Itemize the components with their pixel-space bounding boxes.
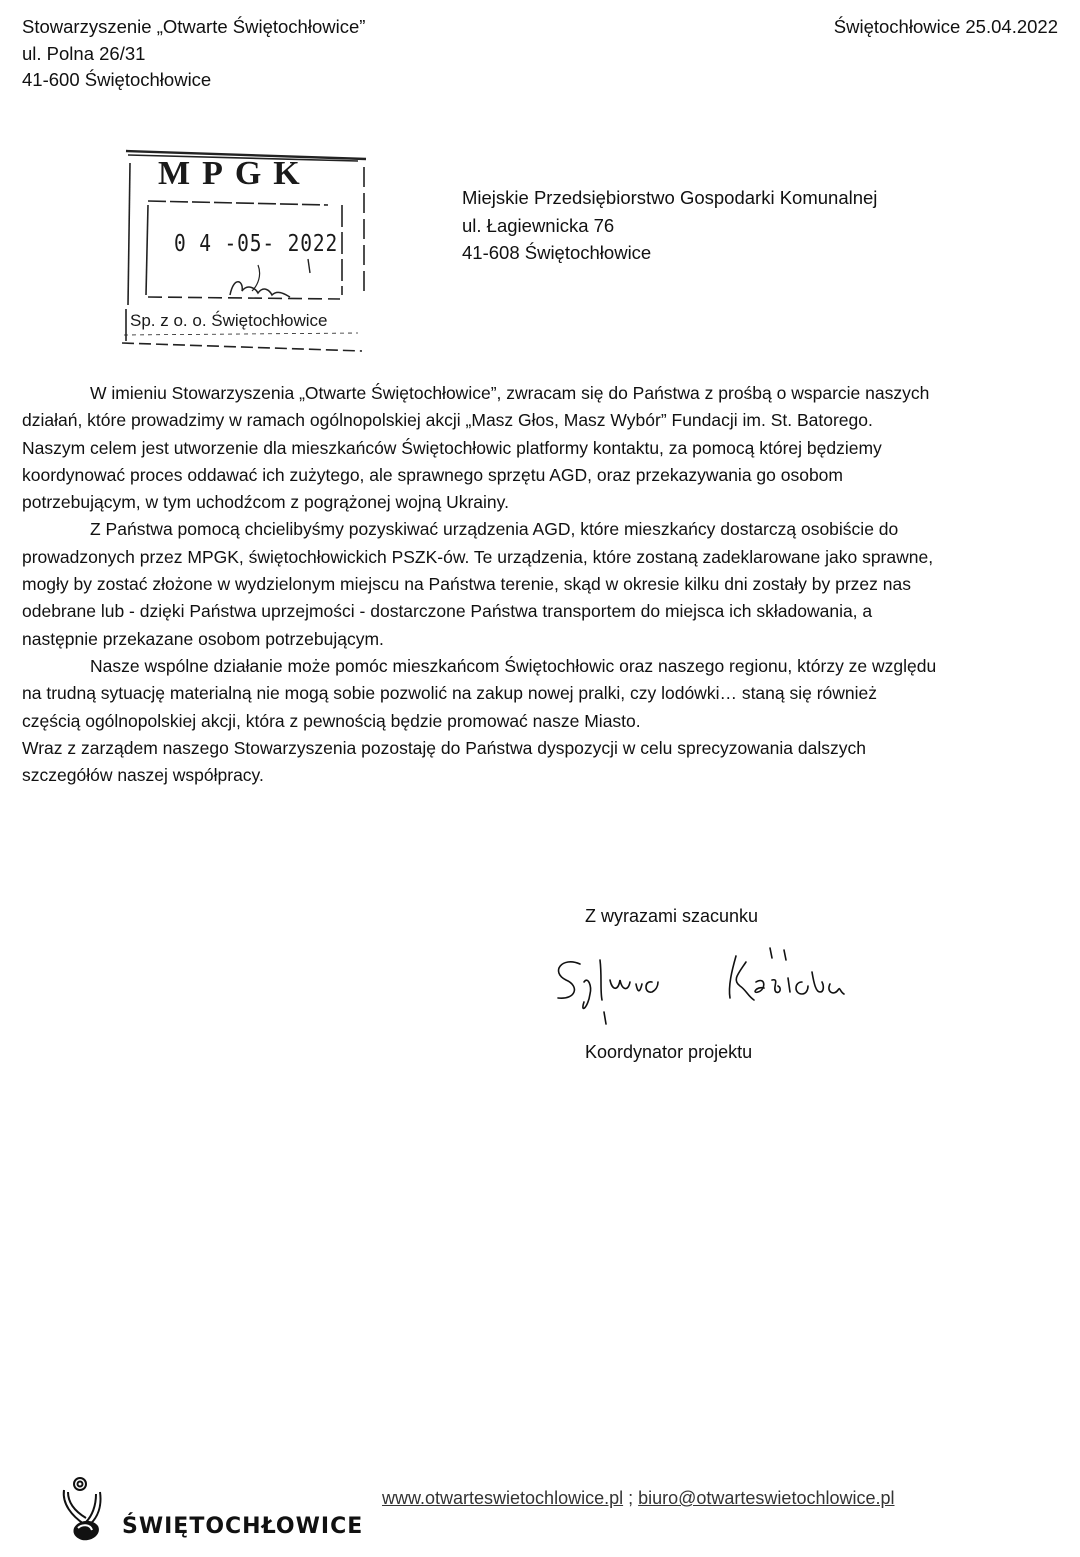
sender-city: 41-600 Świętochłowice — [22, 69, 212, 90]
body-line: następnie przekazane osobom potrzebującym. — [22, 628, 384, 649]
footer-separator: ; — [623, 1488, 639, 1508]
stamp-company-name: MPGK — [158, 155, 312, 192]
logo-figure-icon — [58, 1476, 122, 1546]
website-link[interactable]: www.otwarteswietochlowice.pl — [382, 1488, 624, 1508]
body-line: potrzebującym, w tym uchodźcom z pogrążonej wojną Ukrainy. — [22, 492, 509, 513]
body-line: W imieniu Stowarzyszenia „Otwarte Świętochłowice”, zwracam się do Państwa z prośbą o wsparcie naszych — [90, 383, 930, 403]
closing-phrase: Z wyrazami szacunku — [585, 906, 759, 926]
footer-contact — [382, 1488, 895, 1509]
recipient-street: ul. Łagiewnicka 76 — [462, 214, 615, 236]
logo-text: ŚWIĘTOCHŁOWICE — [122, 1514, 364, 1539]
body-line: mogły by zostać złożone w wydzielonym miejscu na Państwa terenie, skąd w okresie kilku dni zostały by przez nas — [22, 574, 911, 595]
body-line: szczegółów naszej współpracy. — [22, 765, 264, 786]
recipient-name: Miejskie Przedsiębiorstwo Gospodarki Komunalnej — [462, 187, 878, 208]
sender-name: Stowarzyszenie „Otwarte Świętochłowice” — [22, 16, 366, 37]
letter-date: Świętochłowice 25.04.2022 — [833, 16, 1058, 37]
sender-street: ul. Polna 26/31 — [22, 42, 146, 64]
email-link[interactable]: biuro@otwarteswietochlowice.pl — [638, 1488, 895, 1508]
received-stamp — [118, 145, 368, 357]
body-line: Wraz z zarządem naszego Stowarzyszenia pozostaję do Państwa dyspozycji w celu sprecyzowania dalszych — [22, 737, 866, 758]
body-line: odebrane lub - dzięki Państwa uprzejmości - dostarczone Państwa transportem do miejsca ich składowania, a — [22, 601, 873, 622]
organization-logo — [58, 1476, 364, 1546]
sender-address — [22, 14, 365, 94]
body-line: na trudną sytuację materialną nie mogą sobie pozwolić na zakup nowej pralki, czy lodówki… staną się również — [22, 683, 878, 704]
body-line: Nasze wspólne działanie może pomóc mieszkańcom Świętochłowic oraz naszego regionu, którzy ze względu — [90, 655, 937, 676]
stamp-received-date: 0 4 -05- 2022 — [174, 231, 339, 257]
recipient-address — [462, 184, 877, 267]
recipient-city: 41-608 Świętochłowice — [462, 242, 652, 263]
body-line: Z Państwa pomocą chcielibyśmy pozyskiwać urządzenia AGD, które mieszkańcy dostarczą osobiście do — [90, 519, 899, 540]
stamp-company-type: Sp. z o. o. Świętochłowice — [130, 311, 328, 330]
handwritten-signature — [540, 942, 860, 1034]
body-line: częścią ogólnopolskiej akcji, która z pewnością będzie promować nasze Miasto. — [22, 710, 641, 731]
body-line: działań, które prowadzimy w ramach ogólnopolskiej akcji „Masz Głos, Masz Wybór” Fundacji im. St. Batorego. — [22, 410, 873, 431]
signatory-role: Koordynator projektu — [585, 1042, 753, 1062]
letter-body — [22, 380, 1062, 789]
body-line: Naszym celem jest utworzenie dla mieszkańców Świętochłowic platformy kontaktu, za pomocą której będziemy — [22, 437, 882, 458]
signature-drawing — [540, 942, 860, 1034]
body-line: koordynować proces oddawać ich zużytego, ale sprawnego sprzętu AGD, oraz przekazywania go osobom — [22, 464, 843, 485]
body-line: prowadzonych przez MPGK, świętochłowickich PSZK-ów. Te urządzenia, które zostaną zadeklarowane jako sprawne, — [22, 546, 934, 567]
